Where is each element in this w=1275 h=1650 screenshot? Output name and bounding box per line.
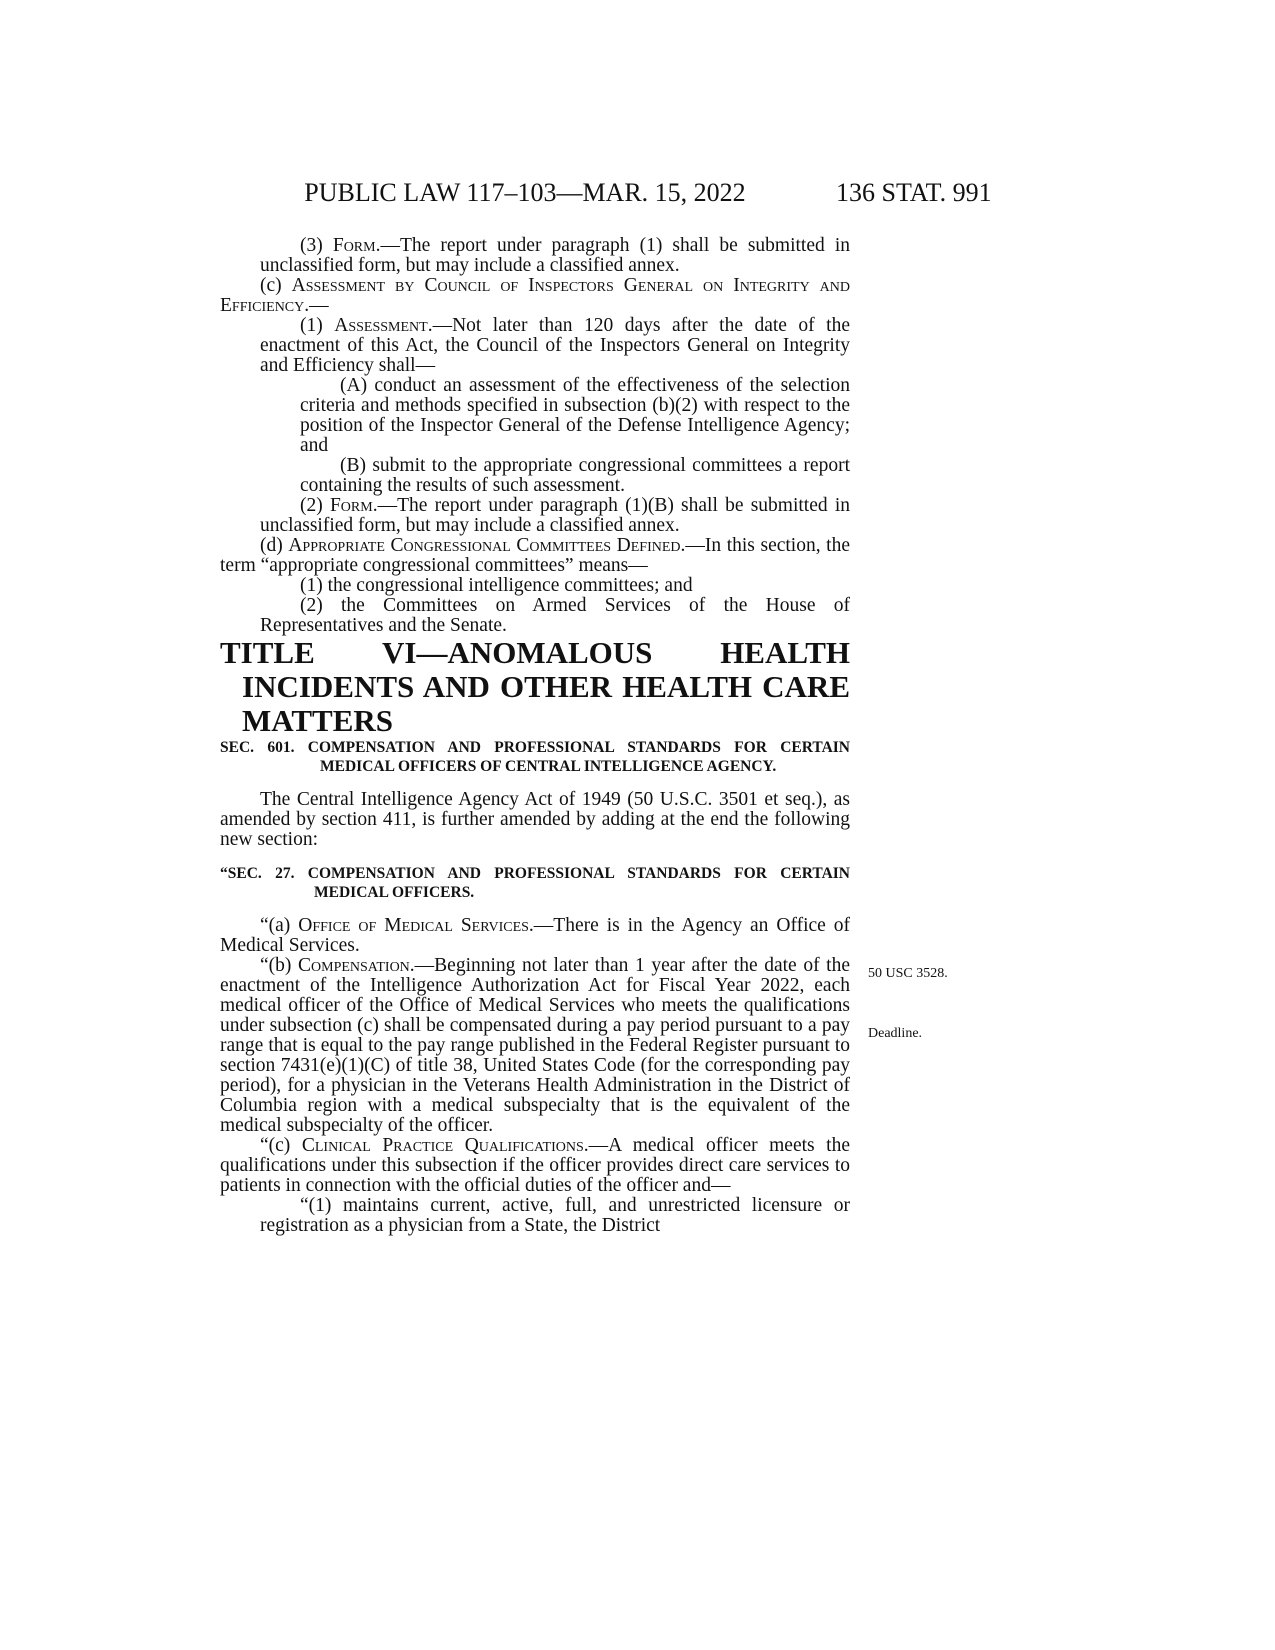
running-head: PUBLIC LAW 117–103—MAR. 15, 2022: [304, 178, 746, 207]
title-heading: TITLE VI—ANOMALOUS HEALTH INCIDENTS AND OTHER HEALTH CARE MATTERS: [220, 635, 850, 738]
section-27-c1: “(1) maintains current, active, full, and unrestricted licensure or registration as a physician from a State, the District: [260, 1195, 850, 1236]
section-27-c: “(c) Clinical Practice Qualifications.—A medical officer meets the qualifications under this subsection if the officer provides direct care services to patients in connection with the official duties of the officer and—: [220, 1135, 850, 1196]
section-601-heading: SEC. 601. COMPENSATION AND PROFESSIONAL STANDARDS FOR CERTAIN MEDICAL OFFICERS OF CENTRAL INTELLIGENCE AGENCY.: [220, 739, 850, 775]
paragraph-c1B: (B) submit to the appropriate congressional committees a report containing the results of such assessment.: [300, 455, 850, 496]
subsection-c-heading: (c) Assessment by Council of Inspectors General on Integrity and Efficiency.—: [220, 275, 850, 316]
margin-note-usc: 50 USC 3528.: [868, 966, 948, 981]
paragraph-c1: (1) Assessment.—Not later than 120 days after the date of the enactment of this Act, the Council of the Inspectors General on Integrity and Efficiency shall—: [260, 315, 850, 376]
section-601-intro: The Central Intelligence Agency Act of 1949 (50 U.S.C. 3501 et seq.), as amended by section 411, is further amended by adding at the end the following new section:: [220, 789, 850, 850]
section-27-a: “(a) Office of Medical Services.—There is in the Agency an Office of Medical Services.: [220, 915, 850, 956]
paragraph-c1A: (A) conduct an assessment of the effectiveness of the selection criteria and methods specified in subsection (b)(2) with respect to the position of the Inspector General of the Defense Intelligence Agency; and: [300, 375, 850, 456]
stat-page-number: 136 STAT. 991: [836, 178, 992, 207]
paragraph-b3: (3) Form.—The report under paragraph (1) shall be submitted in unclassified form, but may include a classified annex.: [260, 235, 850, 276]
margin-note-deadline: Deadline.: [868, 1026, 923, 1041]
section-27-b: “(b) Compensation.—Beginning not later than 1 year after the date of the enactment of the Intelligence Authorization Act for Fiscal Year 2022, each medical officer of the Office of Medical Services who meets the qualifications under subsection (c) shall be compensated during a pay period pursuant to a pay range that is equal to the pay range published in the Federal Register pursuant to section 7431(e)(1)(C) of title 38, United States Code (for the corresponding pay period), for a physician in the Veterans Health Administration in the District of Columbia region with a medical subspecialty that is the equivalent of the medical subspecialty of the officer.: [220, 955, 850, 1136]
subsection-d: (d) Appropriate Congressional Committees Defined.—In this section, the term “appropriate congressional committees” means—: [220, 535, 850, 576]
paragraph-d1: (1) the congressional intelligence committees; and: [300, 575, 693, 596]
section-27-heading: “SEC. 27. COMPENSATION AND PROFESSIONAL STANDARDS FOR CERTAIN MEDICAL OFFICERS.: [220, 865, 850, 901]
paragraph-d2: (2) the Committees on Armed Services of the House of Representatives and the Senate.: [260, 595, 850, 636]
page-body: [220, 236, 850, 1236]
paragraph-c2: (2) Form.—The report under paragraph (1)(B) shall be submitted in unclassified form, but may include a classified annex.: [260, 495, 850, 536]
